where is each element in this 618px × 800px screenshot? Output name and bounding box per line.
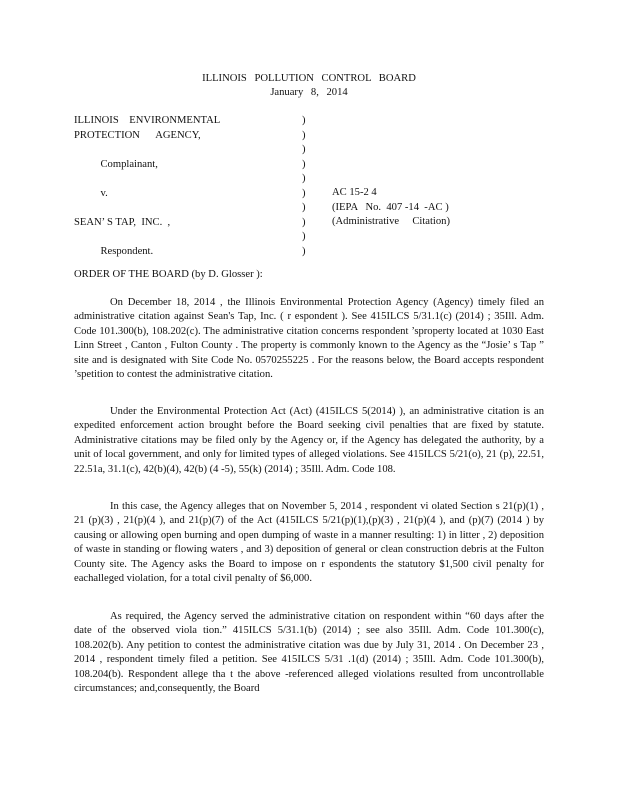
board-name: ILLINOIS POLLUTION CONTROL BOARD: [202, 73, 416, 84]
paren: ): [302, 216, 306, 228]
respondent-label: Respondent.: [74, 245, 154, 257]
paragraph-statute: Under the Environmental Protection Act (Act) (415ILCS 5(2014) ), an administrative citation is an expedited enforcement action brought before the Board seeking civil penalties that are fixed by statute. Administrative citations may be filed only by the Agency or, if the Agency has delegated the authority, by a unit of local government, and only for limited types of alleged violations. See 415ILCS 5/21(o), 21 (p), 22.51, 22.51a, 31.1(c), 42(b)(4), 42(b) (4 -5), 55(k) (2014) ; 35Ill. Adm. Code 108.: [74, 406, 544, 475]
paren: ): [302, 144, 306, 155]
case-number: AC 15-2 4: [332, 187, 377, 198]
caption-line: [74, 172, 299, 187]
document-header: [0, 72, 618, 101]
paren: ): [302, 231, 306, 242]
case-numbers: [332, 186, 532, 230]
versus-label: v.: [74, 187, 108, 199]
order-date: January 8, 2014: [270, 87, 348, 99]
caption-line: [74, 143, 299, 158]
paren: ): [302, 245, 306, 257]
paragraph-allegations: In this case, the Agency alleges that on November 5, 2014 , respondent vi olated Section s 21(p)(1) , 21 (p)(3) , 21(p)(4 ), and 21(p)(7) of the Act (415ILCS 5/21(p)(1),(p)(3) , 21(p)(4 ), and (p)(7) (2014 ) by causing or allowing open burning and open dumping of waste in a manner resulting: 1) in litter , 2) deposition of waste in standing or flowing waters , and 3) deposition of general or clean construction debris at the Fulton County site. The Agency asks the Board to impose on r espondents the statutory $1,500 civil penalty for eachalleged violation, for a total civil penalty of $6,000.: [74, 501, 544, 585]
paren: ): [302, 158, 306, 170]
paren: ): [302, 202, 306, 213]
paragraph-petition: As required, the Agency served the administrative citation on respondent within “60 days after the date of the observed viola tion.” 415ILCS 5/31.1(b) (2014) ; see also 35Ill. Adm. Code 101.300(c), 108.202(b). Any petition to contest the administrative citation was due by July 31, 2014 . On December 23 , 2014 , respondent timely filed a petition. See 415ILCS 5/31 .1(d) (2014) ; 35Ill. Adm. Code 101.300(b), 108.204(b). Respondent allege tha t the above -referenced alleged violations resulted from uncontrollable circumstances; and,consequently, the Board: [74, 611, 544, 695]
respondent-name: SEAN’ S TAP, INC. ,: [74, 216, 171, 228]
case-caption: [74, 114, 544, 257]
caption-parentheses: [302, 114, 312, 259]
paren: ): [302, 129, 306, 141]
paren: ): [302, 187, 306, 199]
iepa-number: (IEPA No. 407 -14 -AC ): [332, 201, 449, 213]
paren: ): [302, 173, 306, 184]
order-title: ORDER OF THE BOARD (by D. Glosser ):: [74, 269, 263, 280]
caption-line: [74, 201, 299, 216]
case-type: (Administrative Citation): [332, 216, 450, 227]
caption-line: PROTECTION AGENCY,: [74, 129, 201, 141]
paragraph-background: On December 18, 2014 , the Illinois Environmental Protection Agency (Agency) timely filed an administrative citation against Sean's Tap, Inc. ( r espondent ). See 415ILCS 5/31.1(c) (2014) ; 35Ill. Adm. Code 101.300(b), 108.202(c). The administrative citation concerns respondent ’sproperty located at 1030 East Linn Street , Canton , Fulton County . The property is commonly known to the Agency as the “Josie’ s Tap ” site and is designated with Site Code No. 0570255225 . For the reasons below, the Board accepts respondent ’spetition to contest the administrative citation.: [74, 297, 544, 381]
paren: ): [302, 115, 306, 126]
caption-parties: [74, 114, 299, 259]
complainant-label: Complainant,: [74, 158, 158, 170]
caption-line: [74, 230, 299, 245]
caption-line: ILLINOIS ENVIRONMENTAL: [74, 115, 221, 126]
